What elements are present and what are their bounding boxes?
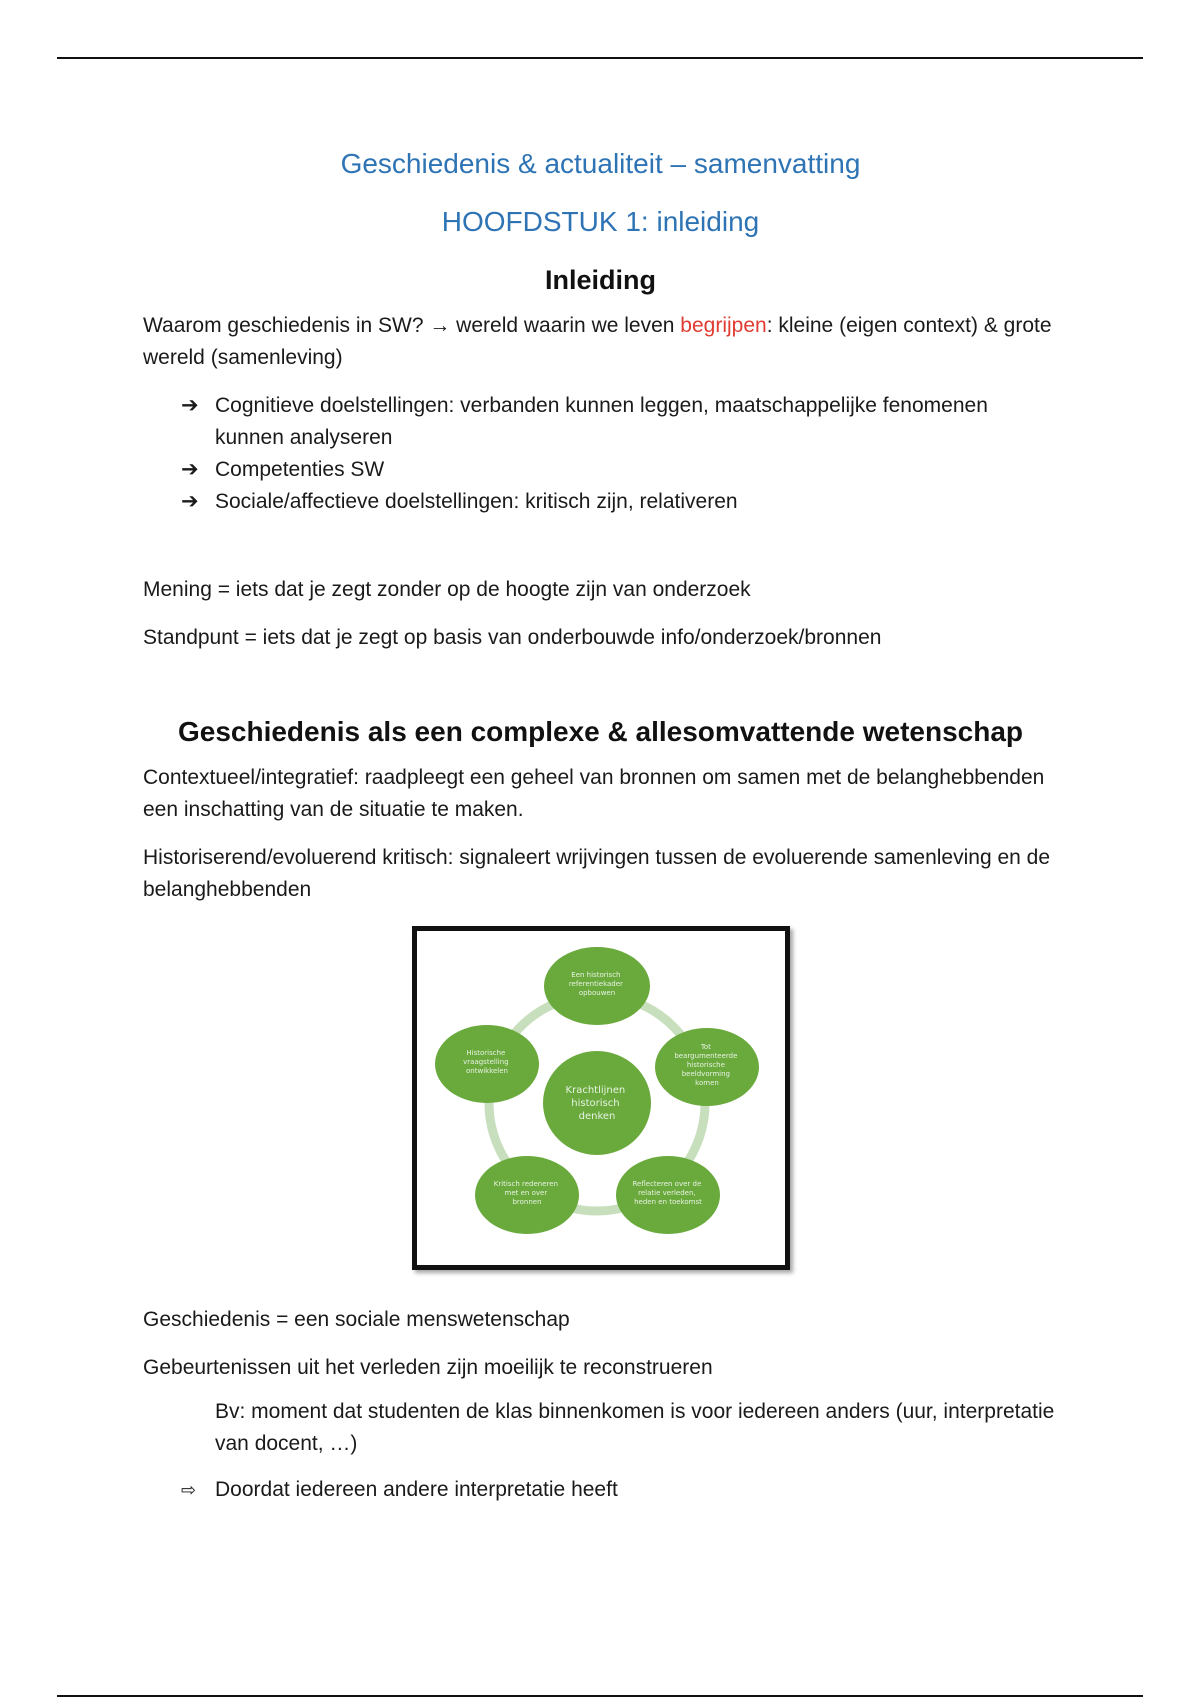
example-paragraph: Bv: moment dat studenten de klas binnenkomen is voor iedereen anders (uur, interpretatie van docent, …) [215,1400,1055,1456]
highlight-begrijpen: begrijpen [680,313,767,337]
node-label-line: komen [694,1079,719,1088]
chapter-title: HOOFDSTUK 1: inleiding [441,206,760,238]
section-heading-inleiding: Inleiding [545,264,656,295]
diagram-historisch-denken [412,926,790,1270]
paragraph-menswetenschap: Geschiedenis = een sociale menswetenschap [143,1308,570,1332]
node-bottom-right-label [632,1180,703,1206]
list-item [181,454,1058,486]
goals-list [143,390,1058,518]
node-label-line: Een historisch [570,971,620,980]
node-label-line: heden en toekomst [633,1198,702,1207]
node-label-line: opbouwen [578,989,615,998]
node-label-line: referentiekader [568,980,623,989]
bottom-rule [57,1695,1143,1697]
figure-container [143,926,1058,1270]
arrow-right-icon: ➔ [181,393,199,417]
arrow-right-icon: ➔ [181,457,199,481]
node-label-line: historische [686,1061,725,1070]
arrow-right-icon: ➔ [181,489,199,513]
node-label-line: beargumenteerde [673,1052,737,1061]
intro-text-end: : kleine (eigen context) & grote wereld (samenleving) [143,313,1052,369]
node-label-line: beeldvorming [681,1070,730,1079]
top-rule [57,57,1143,59]
page-content [143,140,1058,1506]
definition-mening: Mening = iets dat je zegt zonder op de hoogte zijn van onderzoek [143,577,751,601]
list-item-text: Doordat iedereen andere interpretatie heeft [215,1478,618,1502]
list-item [181,1474,1058,1506]
list-item-text: Cognitieve doelstellingen: verbanden kunnen leggen, maatschappelijke fenomenen kunnen analyseren [215,393,988,449]
node-label-line: Reflecteren over de [632,1180,701,1189]
conclusion-list [143,1474,1058,1506]
list-item [181,486,1058,518]
node-label-line: met en over [504,1189,547,1198]
node-label-line: relatie verleden, [637,1189,696,1198]
list-item-text: Sociale/affectieve doelstellingen: kritisch zijn, relativeren [215,489,738,513]
center-label-line: denken [578,1111,615,1123]
paragraph-contextueel: Contextueel/integratief: raadpleegt een geheel van bronnen om samen met de belanghebbenden een inschatting van de situatie te maken. [143,766,1045,822]
node-label-line: Kritisch redeneren [493,1180,558,1189]
paragraph-historiserend: Historiserend/evoluerend kritisch: signaleert wrijvingen tussen de evoluerende samenleving en de belanghebbenden [143,846,1051,902]
list-item-text: Competenties SW [215,457,385,481]
center-label-line: Krachtlijnen [565,1085,625,1097]
node-label-line: vraagstelling [462,1058,509,1067]
node-label-line: bronnen [511,1198,542,1207]
paragraph-reconstrueren: Gebeurtenissen uit het verleden zijn moeilijk te reconstrueren [143,1356,713,1380]
list-item [181,390,1058,454]
diagram-canvas [417,931,785,1265]
node-label-line: ontwikkelen [465,1067,508,1076]
intro-paragraph [143,310,1058,374]
intro-text-start: Waarom geschiedenis in SW? → wereld waarin we leven [143,313,681,337]
hollow-arrow-icon: ⇨ [181,1480,197,1501]
definition-standpunt: Standpunt = iets dat je zegt op basis van onderbouwde info/onderzoek/bronnen [143,625,882,649]
document-title: Geschiedenis & actualiteit – samenvatting [340,148,861,179]
node-left-label [463,1049,511,1075]
node-label-line: Tot [700,1043,711,1052]
node-label-line: Historische [465,1049,505,1058]
section-heading-wetenschap: Geschiedenis als een complexe & allesomvattende wetenschap [177,715,1024,747]
center-label-line: historisch [570,1098,620,1110]
